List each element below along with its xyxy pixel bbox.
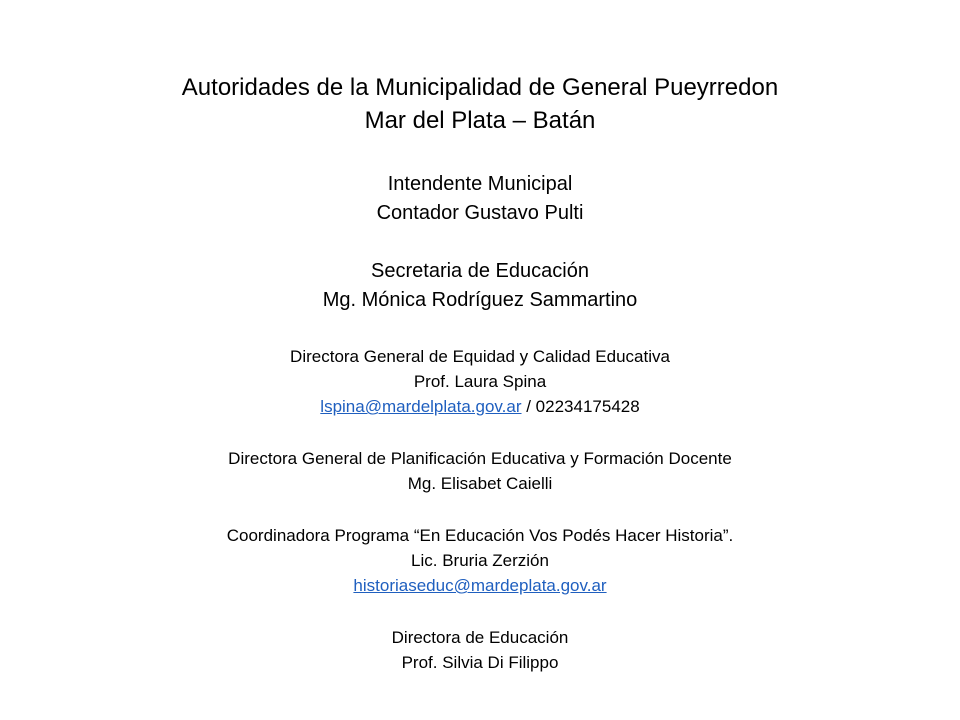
intendente-role: Intendente Municipal — [387, 173, 573, 195]
programa-name: Lic. Bruria Zerzión — [411, 551, 549, 570]
title-line-1: Autoridades de la Municipalidad de General Pueyrredon — [181, 74, 779, 101]
title-line-2: Mar del Plata – Batán — [364, 107, 596, 134]
planificacion-role: Directora General de Planificación Educativa y Formación Docente — [228, 449, 732, 468]
intendente-name: Contador Gustavo Pulti — [376, 202, 584, 224]
secretaria-name: Mg. Mónica Rodríguez Sammartino — [322, 289, 638, 311]
equidad-phone: / 02234175428 — [521, 397, 640, 416]
programa-role: Coordinadora Programa “En Educación Vos Podés Hacer Historia”. — [226, 526, 734, 545]
equidad-contact — [0, 396, 960, 418]
equidad-email-link[interactable]: lspina@mardelplata.gov.ar — [320, 397, 522, 416]
secretaria-role: Secretaria de Educación — [371, 260, 589, 282]
equidad-name: Prof. Laura Spina — [413, 372, 547, 391]
planificacion-name: Mg. Elisabet Caielli — [407, 474, 553, 493]
direccion-role: Directora de Educación — [391, 628, 569, 647]
programa-email-link[interactable]: historiaseduc@mardeplata.gov.ar — [353, 576, 607, 595]
equidad-role: Directora General de Equidad y Calidad Educativa — [290, 347, 670, 366]
programa-contact — [0, 575, 960, 597]
direccion-name: Prof. Silvia Di Filippo — [401, 653, 559, 672]
